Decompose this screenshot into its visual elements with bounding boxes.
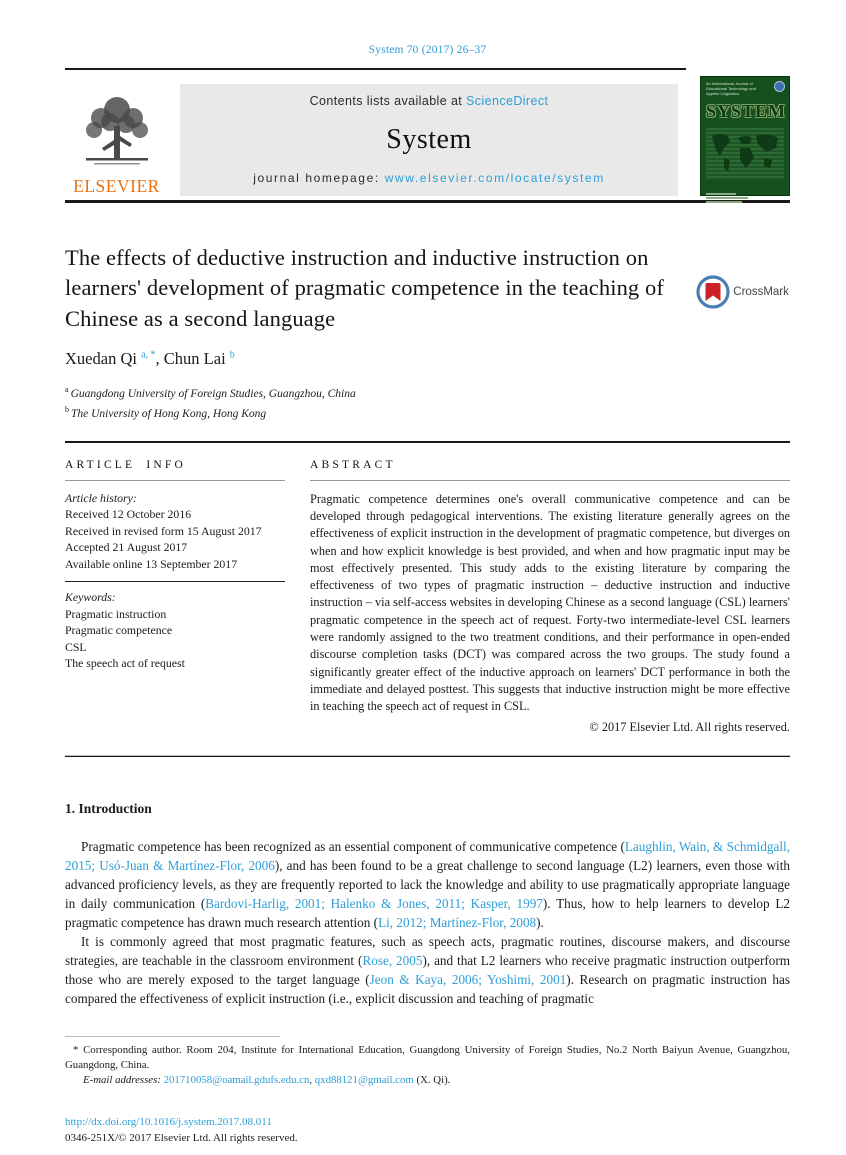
- inline-link[interactable]: Jeon & Kaya, 2006; Yoshimi, 2001: [369, 972, 567, 988]
- text-segment: ).: [536, 915, 544, 931]
- text-segment: E-mail addresses:: [83, 1074, 164, 1087]
- elsevier-wordmark: ELSEVIER: [73, 176, 160, 196]
- text-segment: Xuedan Qi: [65, 349, 142, 368]
- journal-citation-link[interactable]: System 70 (2017) 26–37: [368, 44, 487, 56]
- journal-homepage-line: [180, 171, 678, 185]
- text-segment: b: [65, 404, 71, 414]
- article-info-top-rule: [65, 441, 790, 443]
- title-row: [65, 243, 790, 335]
- inline-link[interactable]: a, *: [141, 349, 156, 361]
- cover-journal-title: SYSTEM: [706, 101, 787, 121]
- intro-paragraph-1: [65, 837, 790, 932]
- crossmark-badge[interactable]: [696, 251, 790, 335]
- author-line: [65, 349, 790, 369]
- inline-link[interactable]: Li, 2012; Martínez-Flor, 2008: [378, 915, 537, 931]
- text-segment: Guangdong University of Foreign Studies, Guangzhou, China: [70, 387, 356, 400]
- inline-link[interactable]: b: [229, 349, 235, 361]
- intro-paragraph-2: [65, 932, 790, 1008]
- text-segment: ). Research on pragmatic instruction has compared the effectiveness of explicit instruction (i.e., explicit discussion and teaching of pragmatic: [65, 972, 790, 1007]
- text-segment: (X. Qi).: [413, 1074, 451, 1087]
- keywords-label: Keywords:: [65, 590, 116, 605]
- journal-header: [65, 70, 790, 197]
- abstract-copyright: © 2017 Elsevier Ltd. All rights reserved.: [589, 719, 790, 734]
- affiliation-a: [65, 382, 790, 402]
- email-addresses-line: [65, 1073, 790, 1088]
- keyword-item: The speech act of request: [65, 656, 185, 671]
- text-segment: , Chun Lai: [155, 349, 230, 368]
- text-segment: journal homepage:: [253, 171, 385, 185]
- history-item: Received 12 October 2016: [65, 507, 192, 522]
- info-abstract-section: [65, 459, 790, 735]
- corresponding-author-note: * Corresponding author. Room 204, Institute for International Education, Guangdong University of Foreign Studies, No.2 North Baiyun Avenue, Guangzhou, Guangdong, China.: [65, 1044, 790, 1072]
- cover-badge-icon: [774, 81, 785, 92]
- keyword-item: Pragmatic instruction: [65, 606, 167, 621]
- history-item: Accepted 21 August 2017: [65, 540, 188, 555]
- history-item: Received in revised form 15 August 2017: [65, 523, 262, 538]
- text-segment: ). Thus, how to help learners to develop L2 pragmatic competence has drawn much research attention (: [65, 896, 790, 931]
- article-title: The effects of deductive instruction and inductive instruction on learners' development of pragmatic competence in the teaching of Chinese as a second language: [65, 244, 664, 331]
- journal-banner: [180, 84, 678, 196]
- text-segment: Pragmatic competence has been recognized as an essential component of communicative competence (: [81, 839, 625, 855]
- section-heading-introduction: 1. Introduction: [65, 801, 152, 817]
- text-segment: ), and that L2 learners who receive pragmatic instruction outperform those who are merely exposed to the target language (: [65, 953, 790, 988]
- elsevier-tree-icon: [74, 88, 160, 174]
- abstract-text: Pragmatic competence determines one's overall communicative competence and can be developed through pedagogical interventions. The existing literature generally agrees on the effectiveness of explicit instruction in the development of pragmatic competence, but diverges on when and how explicit knowledge is best provided, and when and how pragmatic input may be most effectively presented. This study adds to the existing literature by comparing the effectiveness of two types of pragmatic instruction – deductive instruction and inductive instruction – via self-access websites in developing Chinese as a second language (CSL) learners' pragmatic competence in the speech act of request. Forty-two intermediate-level CSL learners were randomly assigned to the two treatment conditions, and their performance in open-ended discourse completion tasks (DCT) was compared across the two groups. The study found a significantly greater effect of the inductive approach on learners' DCT performance in both the immediate and delayed posttest. This suggests that inductive instruction might be more effective in teaching the speech act of request in CSL.: [310, 491, 790, 714]
- text-segment: ), and has been found to be a great challenge to second language (L2) learners, even those with advanced proficiency levels, as they are frequently reported to lack the knowledge and ability to use pragmatically appropriate language in daily communication (: [65, 858, 790, 912]
- affiliation-b: [65, 402, 790, 422]
- inline-link[interactable]: qxd88121@gmail.com: [314, 1074, 414, 1087]
- header-bottom-rule: [65, 200, 790, 203]
- crossmark-label: CrossMark: [733, 286, 789, 299]
- article-info-column: [65, 459, 285, 735]
- contents-lists-line: [180, 94, 678, 108]
- inline-link[interactable]: Rose, 2005: [362, 953, 423, 969]
- cover-subtitle: An International Journal of Educational Technology and Applied Linguistics: [706, 81, 756, 96]
- history-item: Available online 13 September 2017: [65, 556, 238, 571]
- article-info-heading: ARTICLE INFO: [65, 459, 285, 481]
- affiliations: [65, 382, 790, 422]
- journal-cover-thumbnail[interactable]: [700, 76, 790, 196]
- inline-link[interactable]: www.elsevier.com/locate/system: [384, 171, 605, 185]
- text-segment: The University of Hong Kong, Hong Kong: [71, 407, 267, 420]
- article-history-label: Article history:: [65, 490, 137, 505]
- keywords-block: [65, 581, 285, 672]
- inline-link[interactable]: Laughlin, Wain, & Schmidgall, 2015; Usó-Juan & Martínez-Flor, 2006: [65, 839, 790, 874]
- abstract-heading: ABSTRACT: [310, 459, 790, 481]
- article-footer: [65, 1114, 790, 1146]
- article-history: [65, 490, 285, 573]
- doi-link[interactable]: http://dx.doi.org/10.1016/j.system.2017.08.011: [65, 1116, 272, 1129]
- abstract-bottom-rule: [65, 755, 790, 758]
- abstract-column: [310, 459, 790, 735]
- journal-name: System: [386, 123, 472, 155]
- footnote-block: [65, 1036, 790, 1088]
- keyword-item: CSL: [65, 639, 87, 654]
- keyword-item: Pragmatic competence: [65, 623, 173, 638]
- footnote-rule: [65, 1036, 280, 1037]
- world-map-icon: [706, 128, 784, 180]
- inline-link[interactable]: 201710058@oamail.gdufs.edu.cn: [163, 1074, 310, 1087]
- elsevier-logo[interactable]: [65, 84, 168, 197]
- text-segment: a: [65, 385, 71, 394]
- crossmark-icon: [696, 275, 730, 309]
- inline-link[interactable]: Bardovi-Harlig, 2001; Halenko & Jones, 2011; Kasper, 1997: [205, 896, 543, 912]
- text-segment: It is commonly agreed that most pragmatic features, such as speech acts, pragmatic routines, discourse makers, and discourse strategies, are teachable in the classroom environment (: [65, 934, 790, 969]
- text-segment: ,: [309, 1074, 315, 1087]
- issn-copyright: 0346-251X/© 2017 Elsevier Ltd. All rights reserved.: [65, 1132, 298, 1145]
- cover-footer-lines: [706, 193, 784, 203]
- text-segment: Contents lists available at: [309, 94, 467, 108]
- inline-link[interactable]: ScienceDirect: [466, 94, 549, 108]
